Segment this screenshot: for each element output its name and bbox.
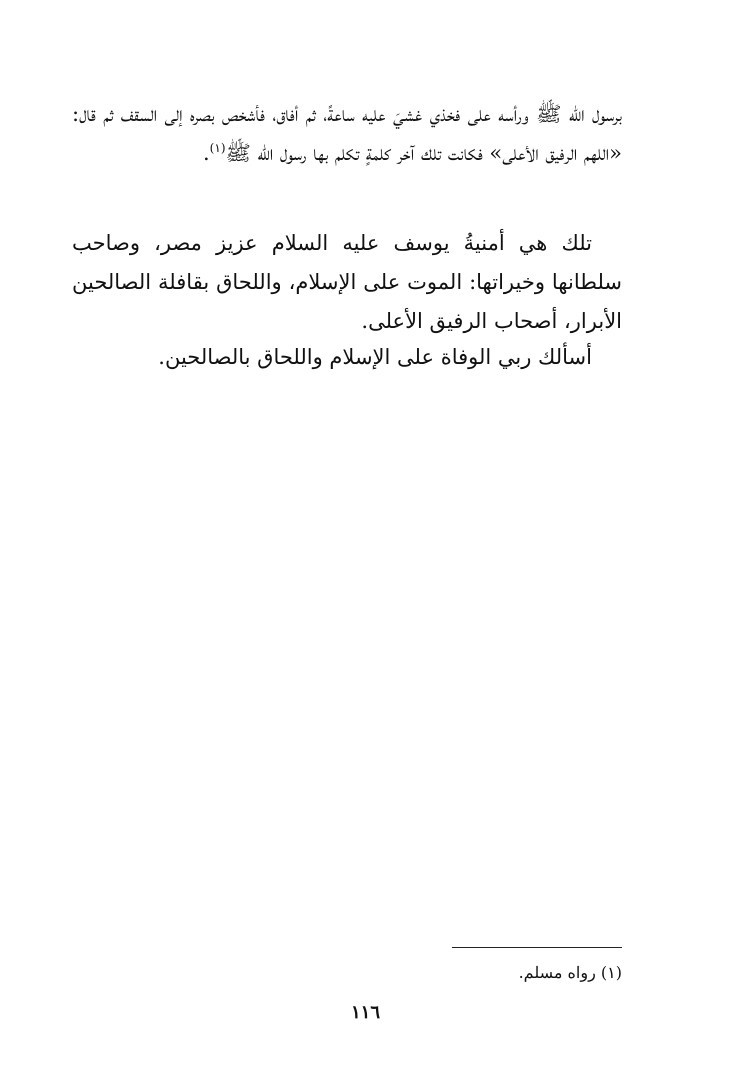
footnote-separator — [452, 947, 622, 948]
paragraph-2: تلك هي أمنيةُ يوسف عليه السلام عزيز مصر، وصاحب سلطانها وخيراتها: الموت على الإسلام، واللحاق بقافلة الصالحين الأبرار، أصحاب الرفيق الأعلى. — [72, 231, 622, 333]
paragraph-1-text: برسول الله ﷺ ورأسه على فخذي غشيَ عليه ساعةً، ثم أفاق، فأشخص بصره إلى السقف ثم قال: «اللهم الرفيق الأعلى» فكانت تلك آخر كلمةٍ تكلم بها رسول الله ﷺ — [72, 102, 622, 165]
paragraph-1 — [72, 95, 622, 173]
page-number: ١١٦ — [350, 1002, 380, 1023]
footnote-reference: (١) — [209, 141, 226, 155]
paragraph-1-end: . — [202, 141, 210, 165]
paragraph-3: أسألك ربي الوفاة على الإسلام واللحاق بالصالحين. — [158, 345, 592, 369]
footnote: (١) رواه مسلم. — [518, 963, 622, 982]
